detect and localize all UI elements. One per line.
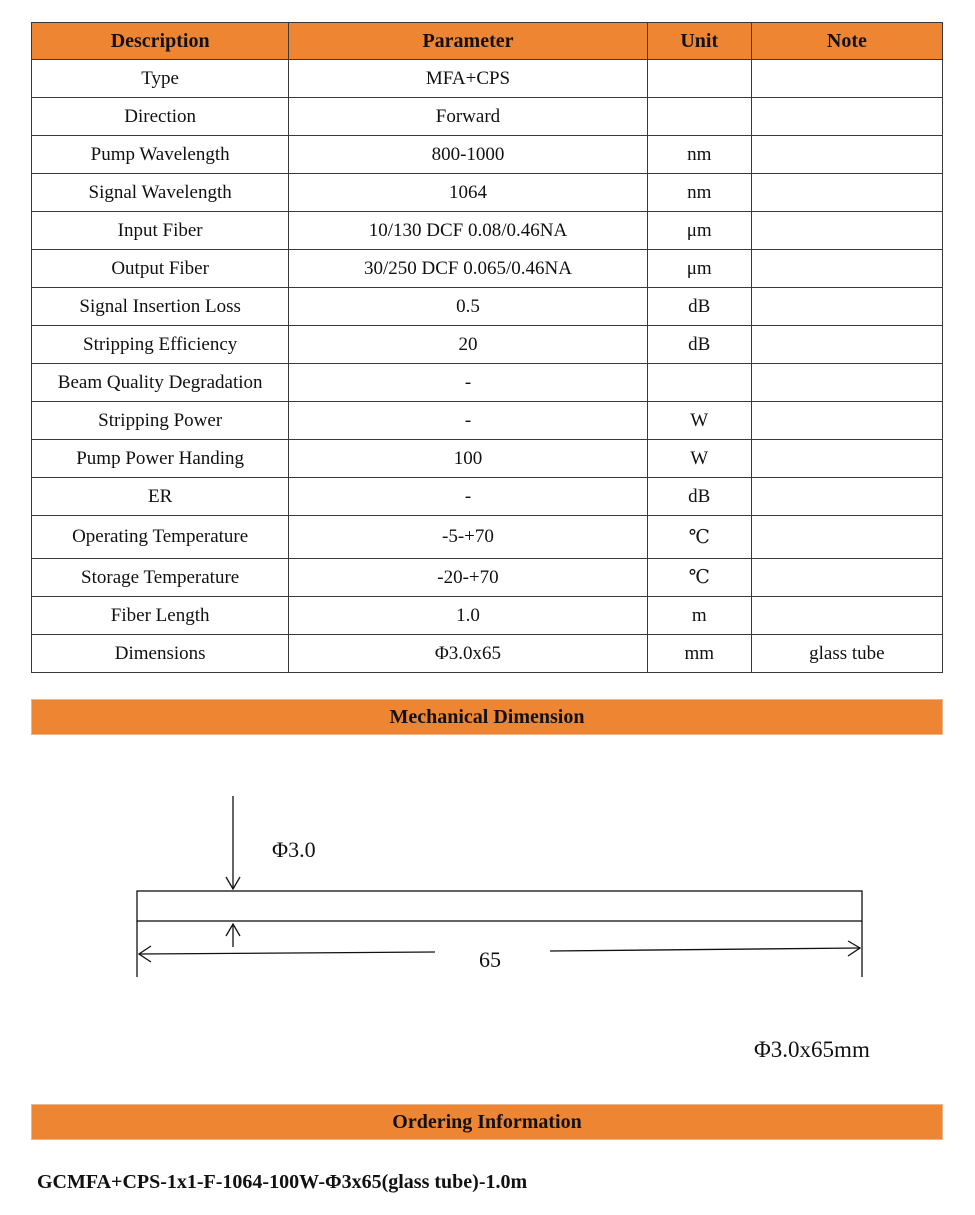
cell-description: Operating Temperature	[32, 516, 289, 559]
cell-note	[751, 136, 942, 174]
cell-unit: dB	[647, 288, 751, 326]
cell-unit: ℃	[647, 516, 751, 559]
cell-note	[751, 440, 942, 478]
cell-parameter: 10/130 DCF 0.08/0.46NA	[289, 212, 647, 250]
header-unit: Unit	[647, 23, 751, 60]
cell-unit: W	[647, 440, 751, 478]
cell-parameter: Φ3.0x65	[289, 635, 647, 673]
cell-unit	[647, 98, 751, 136]
glass-tube-outline	[137, 891, 862, 921]
cell-parameter: 30/250 DCF 0.065/0.46NA	[289, 250, 647, 288]
cell-description: Pump Power Handing	[32, 440, 289, 478]
table-row	[32, 635, 943, 673]
cell-note	[751, 288, 942, 326]
cell-parameter: MFA+CPS	[289, 60, 647, 98]
mechanical-dimension-heading: Mechanical Dimension	[31, 699, 943, 735]
cell-unit: W	[647, 402, 751, 440]
cell-parameter: 0.5	[289, 288, 647, 326]
table-row	[32, 364, 943, 402]
cell-note	[751, 60, 942, 98]
cell-unit: dB	[647, 478, 751, 516]
cell-unit: nm	[647, 174, 751, 212]
cell-unit: dB	[647, 326, 751, 364]
cell-description: Dimensions	[32, 635, 289, 673]
cell-note	[751, 597, 942, 635]
cell-note	[751, 478, 942, 516]
cell-parameter: -	[289, 364, 647, 402]
cell-description: Storage Temperature	[32, 559, 289, 597]
cell-description: Input Fiber	[32, 212, 289, 250]
table-row	[32, 326, 943, 364]
length-label: 65	[479, 947, 501, 972]
cell-parameter: 1.0	[289, 597, 647, 635]
cell-note	[751, 98, 942, 136]
cell-note	[751, 326, 942, 364]
cell-unit: mm	[647, 635, 751, 673]
cell-parameter: 1064	[289, 174, 647, 212]
ordering-information-heading: Ordering Information	[31, 1104, 943, 1140]
cell-description: ER	[32, 478, 289, 516]
diameter-label: Φ3.0	[272, 837, 316, 862]
cell-unit: ℃	[647, 559, 751, 597]
cell-note	[751, 559, 942, 597]
cell-description: Signal Wavelength	[32, 174, 289, 212]
table-header-row	[32, 23, 943, 60]
cell-note	[751, 516, 942, 559]
table-row	[32, 440, 943, 478]
cell-description: Beam Quality Degradation	[32, 364, 289, 402]
table-row	[32, 174, 943, 212]
cell-description: Stripping Power	[32, 402, 289, 440]
table-row	[32, 402, 943, 440]
dimension-diagram	[0, 740, 975, 1080]
cell-note	[751, 174, 942, 212]
cell-parameter: -20-+70	[289, 559, 647, 597]
cell-parameter: -5-+70	[289, 516, 647, 559]
cell-note	[751, 212, 942, 250]
spec-table	[31, 22, 943, 673]
table-row	[32, 559, 943, 597]
cell-description: Fiber Length	[32, 597, 289, 635]
overall-size-label: Φ3.0x65mm	[754, 1037, 870, 1062]
cell-description: Stripping Efficiency	[32, 326, 289, 364]
length-line-left	[139, 952, 435, 954]
table-row	[32, 98, 943, 136]
cell-unit	[647, 364, 751, 402]
cell-unit: μm	[647, 212, 751, 250]
header-parameter: Parameter	[289, 23, 647, 60]
cell-parameter: 100	[289, 440, 647, 478]
cell-unit: μm	[647, 250, 751, 288]
table-row	[32, 212, 943, 250]
cell-parameter: 800-1000	[289, 136, 647, 174]
table-row	[32, 516, 943, 559]
cell-unit: m	[647, 597, 751, 635]
cell-description: Pump Wavelength	[32, 136, 289, 174]
cell-description: Output Fiber	[32, 250, 289, 288]
cell-note	[751, 364, 942, 402]
cell-description: Direction	[32, 98, 289, 136]
table-row	[32, 60, 943, 98]
cell-parameter: -	[289, 478, 647, 516]
cell-unit: nm	[647, 136, 751, 174]
table-row	[32, 288, 943, 326]
cell-note	[751, 402, 942, 440]
cell-unit	[647, 60, 751, 98]
cell-parameter: -	[289, 402, 647, 440]
mechanical-drawing	[0, 740, 975, 1080]
cell-description: Signal Insertion Loss	[32, 288, 289, 326]
table-row	[32, 478, 943, 516]
cell-description: Type	[32, 60, 289, 98]
cell-parameter: Forward	[289, 98, 647, 136]
table-row	[32, 597, 943, 635]
cell-note	[751, 250, 942, 288]
header-note: Note	[751, 23, 942, 60]
length-line-right	[550, 948, 860, 951]
cell-parameter: 20	[289, 326, 647, 364]
ordering-code: GCMFA+CPS-1x1-F-1064-100W-Φ3x65(glass tube)-1.0m	[37, 1171, 528, 1193]
cell-note: glass tube	[751, 635, 942, 673]
table-row	[32, 250, 943, 288]
header-description: Description	[32, 23, 289, 60]
table-row	[32, 136, 943, 174]
